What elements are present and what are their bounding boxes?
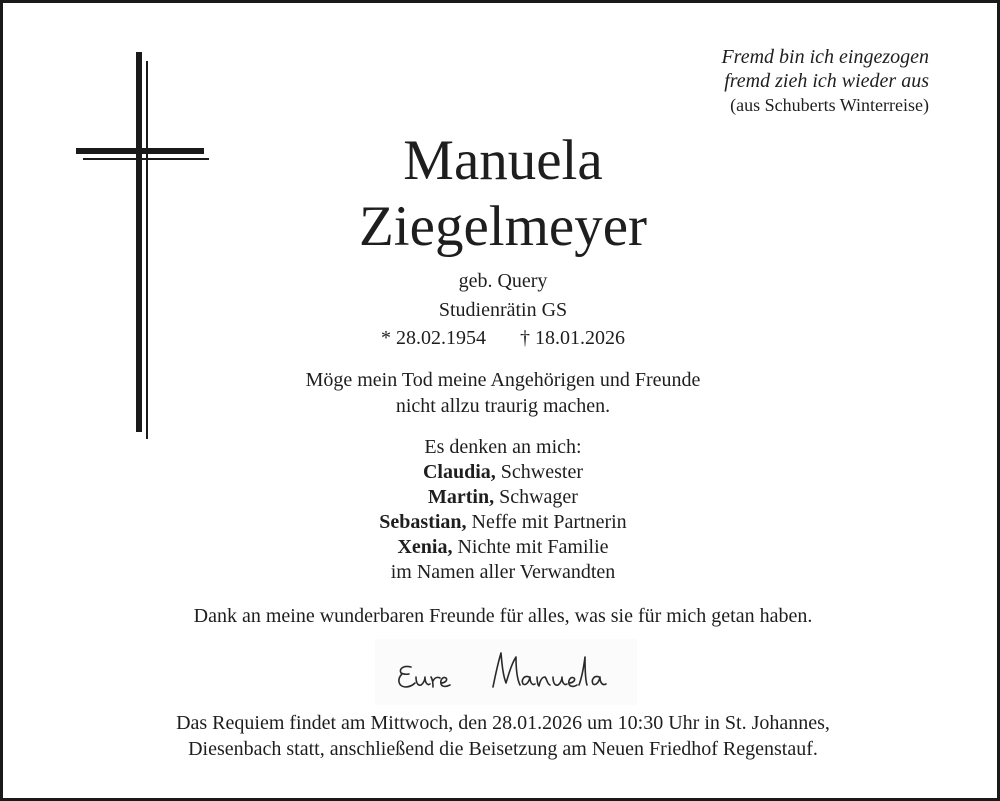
- mourners-intro: Es denken an mich:: [424, 436, 582, 458]
- mourner-name: Martin,: [428, 486, 495, 508]
- mourner-name: Claudia,: [422, 461, 496, 483]
- mourner-relation: Nichte mit Familie: [452, 536, 609, 558]
- mourner-name: Sebastian,: [379, 511, 467, 533]
- death-date: † 18.01.2026: [520, 327, 625, 349]
- thanks-text: Dank an meine wunderbaren Freunde für alles, was sie für mich getan haben.: [193, 605, 813, 627]
- last-name: Ziegelmeyer: [358, 195, 647, 258]
- mourners-closing: im Namen aller Verwandten: [390, 561, 616, 583]
- mourners-list: [3, 435, 1000, 585]
- epigraph: [721, 45, 929, 117]
- mourner-name: Xenia,: [397, 536, 453, 558]
- requiem-line-2: Diesenbach statt, anschließend die Beisetzung am Neuen Friedhof Regenstauf.: [188, 738, 818, 760]
- verse-line-1: Möge mein Tod meine Angehörigen und Freunde: [305, 369, 701, 391]
- requiem-info: [3, 710, 1000, 762]
- verse: [3, 367, 1000, 419]
- epigraph-line-1: Fremd bin ich eingezogen: [721, 46, 929, 68]
- mourner: [3, 485, 1000, 510]
- job-title: Studienrätin GS: [438, 299, 568, 321]
- life-dates: [3, 325, 1000, 351]
- verse-line-2: nicht allzu traurig machen.: [395, 395, 611, 417]
- mourner: [3, 535, 1000, 560]
- birth-date: * 28.02.1954: [381, 327, 486, 349]
- first-name: Manuela: [403, 129, 603, 192]
- epigraph-source: (aus Schuberts Winterreise): [730, 95, 929, 115]
- mourner: [3, 510, 1000, 535]
- requiem-line-1: Das Requiem findet am Mittwoch, den 28.01.2026 um 10:30 Uhr in St. Johannes,: [176, 712, 830, 734]
- mourner: [3, 460, 1000, 485]
- epigraph-line-2: fremd zieh ich wieder aus: [724, 70, 929, 92]
- birth-name: geb. Query: [458, 270, 548, 292]
- mourner-relation: Schwester: [495, 461, 583, 483]
- handwritten-signature: [375, 639, 637, 705]
- mourner-relation: Schwager: [494, 486, 578, 508]
- mourner-relation: Neffe mit Partnerin: [466, 511, 627, 533]
